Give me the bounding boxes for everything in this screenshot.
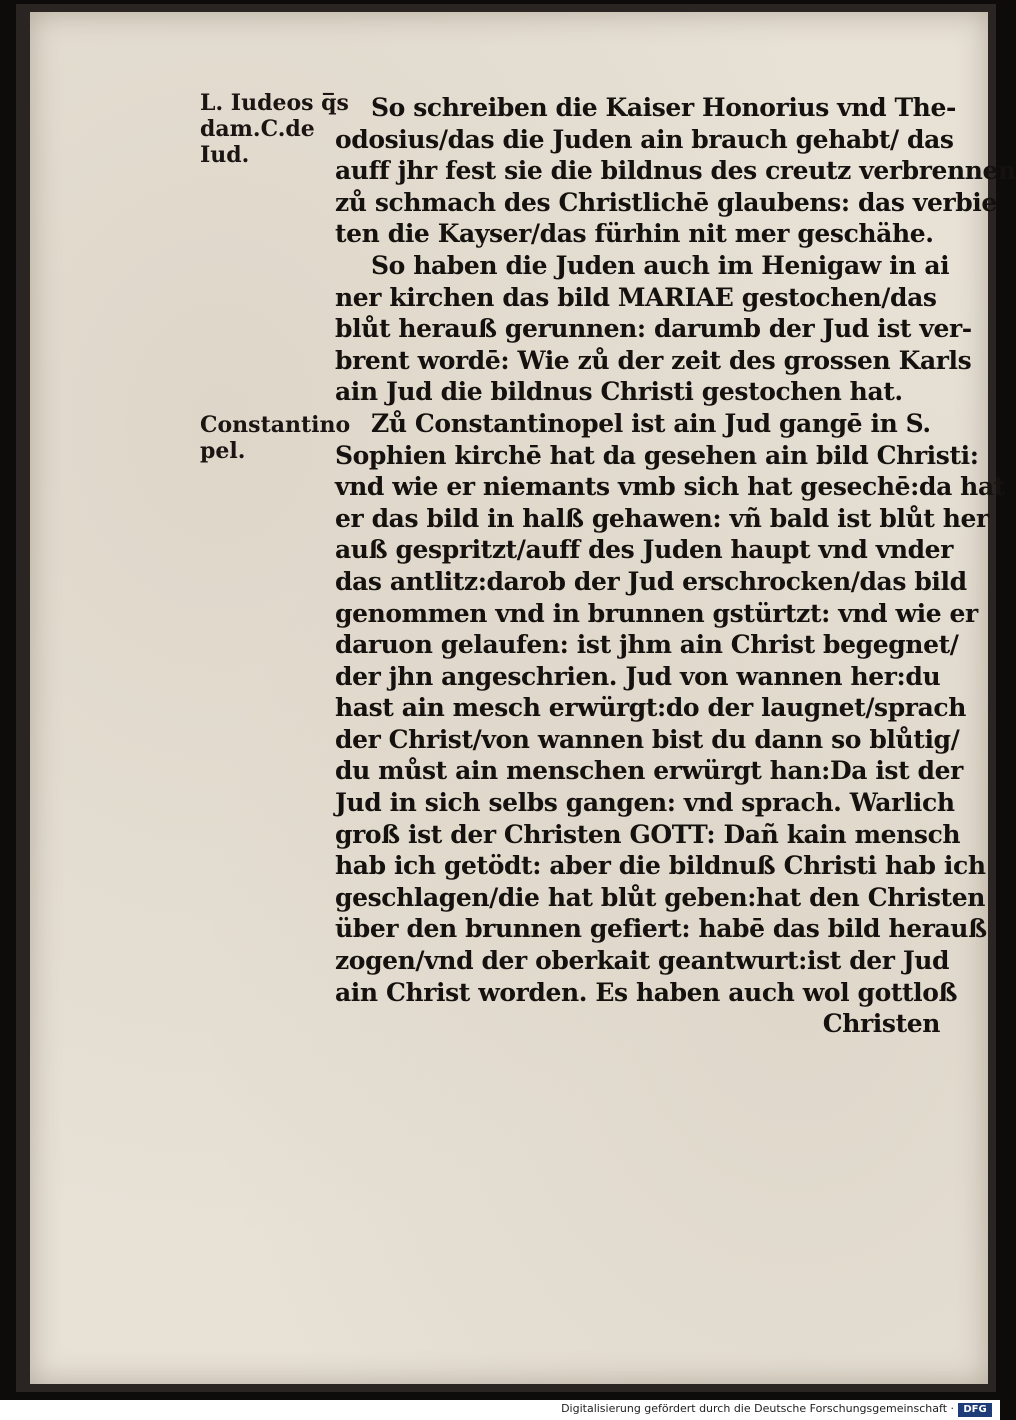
text-line: So schreiben die Kaiser Honorius vnd The‐ (371, 93, 956, 122)
text-line: daruon gelaufen: ist jhm ain Christ begegnet/ (335, 630, 959, 660)
text-line: groß ist der Christen GOTT: Dañ kain mensch (335, 819, 961, 849)
text-line: odosius/das die Juden ain brauch gehabt/ das (335, 124, 954, 154)
dfg-logo: DFG (958, 1403, 992, 1417)
text-line: geschlagen/die hat blůt geben:hat den Christen (335, 882, 985, 912)
text-line: genommen vnd in brunnen gstürtzt: vnd wie er (335, 598, 978, 628)
body-text (335, 92, 1016, 1040)
text-line: ain Jud die bildnus Christi gestochen hat. (335, 377, 903, 407)
margin-note-line: L. Iudeos q̅s (200, 90, 349, 116)
text-line: vnd wie er niemants vmb sich hat gesechē:da hat (335, 472, 1005, 502)
text-line: Sophien kirchē hat da gesehen ain bild Christi: (335, 440, 979, 470)
margin-note-line: Iud. (200, 142, 250, 168)
margin-note-line: pel. (200, 438, 246, 464)
text-line: zogen/vnd der oberkait geantwurt:ist der Jud (335, 946, 950, 976)
text-line: auß gespritzt/auff des Juden haupt vnd vnder (335, 535, 953, 565)
text-line: ain Christ worden. Es haben auch wol gottloß (335, 977, 958, 1007)
text-line: über den brunnen gefiert: habē das bild herauß (335, 914, 987, 944)
catchword: Christen (822, 1009, 940, 1039)
text-line: du můst ain menschen erwürgt han:Da ist der (335, 756, 963, 786)
text-line: So haben die Juden auch im Henigaw in ai (371, 250, 950, 280)
text-line: zů schmach des Christlichē glaubens: das verbie (335, 187, 997, 217)
text-line: das antlitz:darob der Jud erschrocken/das bild (335, 566, 967, 596)
text-line: Jud in sich selbs gangen: vnd sprach. Warlich (335, 788, 955, 818)
text-line: ner kirchen das bild MARIAE gestochen/das (335, 282, 937, 312)
margin-note-line: Constantino (200, 412, 351, 438)
funding-notice: Digitalisierung gefördert durch die Deutsche Forschungsgemeinschaft · (561, 1402, 954, 1415)
text-line: hast ain mesch erwürgt:do der laugnet/sprach (335, 693, 966, 723)
text-line: er das bild in halß gehawen: vñ bald ist blůt her (335, 503, 989, 533)
margin-note-codex (200, 90, 349, 168)
footer-bar (0, 1400, 1000, 1420)
text-line: hab ich getödt: aber die bildnuß Christi hab ich (335, 851, 986, 881)
book-page (30, 12, 1016, 1384)
text-line: ten die Kayser/das fürhin nit mer geschähe. (335, 219, 934, 249)
text-line: der Christ/von wannen bist du dann so blůtig/ (335, 724, 960, 754)
text-line: blůt herauß gerunnen: darumb der Jud ist ver‐ (335, 314, 972, 344)
text-line: der jhn angeschrien. Jud von wannen her:du (335, 661, 941, 691)
text-line: auff jhr fest sie die bildnus des creutz verbrennen (335, 156, 1016, 186)
text-line: brent wordē: Wie zů der zeit des grossen Karls (335, 345, 972, 375)
margin-note-line: dam.C.de (200, 116, 315, 142)
text-line: Zů Constantinopel ist ain Jud gangē in S. (371, 408, 931, 438)
margin-note-constantinopel (200, 412, 351, 464)
